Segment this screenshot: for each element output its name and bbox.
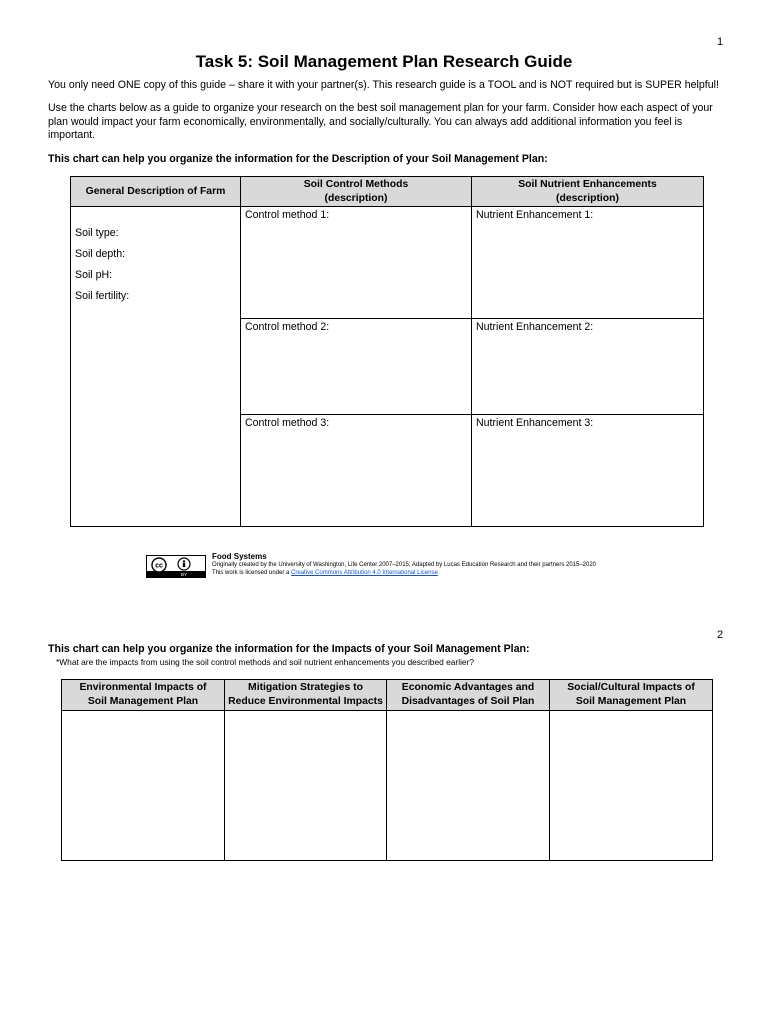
credit-line-1: Originally created by the University of Washington, Life Center 2007–2015; Adapted by Lucas Education Research and their partners 2015–2020 (212, 562, 597, 568)
header-environmental-impacts: Environmental Impacts of Soil Management Plan (62, 680, 225, 711)
creative-commons-logo (146, 555, 206, 578)
control-method-2-cell[interactable] (241, 319, 472, 415)
control-method-3-label: Control method 3: (245, 417, 330, 429)
control-method-1-label: Control method 1: (245, 209, 330, 221)
impacts-table-intro: This chart can help you organize the information for the Impacts of your Soil Management Plan: (48, 643, 530, 655)
control-method-1-cell[interactable] (241, 207, 472, 319)
control-method-2-label: Control method 2: (245, 321, 330, 333)
nutrient-enhancement-1-label: Nutrient Enhancement 1: (476, 209, 594, 221)
soil-type-label: Soil type: (75, 227, 119, 239)
header-soil-nutrient-enhancements: Soil Nutrient Enhancements (description) (472, 177, 704, 207)
soil-fertility-label: Soil fertility: (75, 290, 130, 302)
page-number-1: 1 (717, 36, 724, 48)
cc-logo-text: cc (155, 562, 163, 570)
nutrient-enhancement-2-label: Nutrient Enhancement 2: (476, 321, 594, 333)
nutrient-enhancement-3-label: Nutrient Enhancement 3: (476, 417, 594, 429)
social-cultural-impacts-cell[interactable] (550, 711, 713, 861)
page-number-2: 2 (717, 629, 724, 641)
description-table-intro: This chart can help you organize the information for the Description of your Soil Management Plan: (48, 153, 548, 165)
page-title: Task 5: Soil Management Plan Research Guide (195, 52, 573, 71)
farm-description-cell[interactable] (71, 207, 241, 527)
control-method-3-cell[interactable] (241, 415, 472, 527)
license-credit (212, 552, 596, 577)
credit-heading: Food Systems (212, 552, 267, 561)
header-mitigation-strategies: Mitigation Strategies to Reduce Environmental Impacts (225, 680, 387, 711)
credit-line-2 (212, 570, 596, 578)
license-link[interactable]: Creative Commons Attribution 4.0 International License (291, 569, 438, 576)
nutrient-enhancement-3-cell[interactable] (472, 415, 704, 527)
credit-line-2-prefix: This work is licensed under a (212, 569, 292, 576)
instructions-text: Use the charts below as a guide to organize your research on the best soil management plan for your farm. Consider how each aspect of your plan would impact your farm economically, environmentally, and socially/culturally. You can always add additional information you feel is important. (48, 102, 713, 141)
header-soil-control-methods: Soil Control Methods (description) (241, 177, 472, 207)
intro-text: You only need ONE copy of this guide – share it with your partner(s). This research guide is a TOOL and is NOT required but is SUPER helpful! (48, 79, 719, 91)
nutrient-enhancement-1-cell[interactable] (472, 207, 704, 319)
header-general-description: General Description of Farm (71, 177, 241, 207)
soil-ph-label: Soil pH: (75, 269, 113, 281)
description-table (70, 176, 704, 527)
soil-depth-label: Soil depth: (75, 248, 126, 260)
header-social-cultural-impacts: Social/Cultural Impacts of Soil Management Plan (550, 680, 713, 711)
header-economic-advantages: Economic Advantages and Disadvantages of Soil Plan (387, 680, 550, 711)
cc-logo-by-text: BY (180, 572, 188, 577)
economic-advantages-cell[interactable] (387, 711, 550, 861)
environmental-impacts-cell[interactable] (62, 711, 225, 861)
impacts-table (61, 679, 713, 861)
mitigation-strategies-cell[interactable] (225, 711, 387, 861)
nutrient-enhancement-2-cell[interactable] (472, 319, 704, 415)
impacts-note: *What are the impacts from using the soil control methods and soil nutrient enhancements you described earlier? (56, 657, 475, 667)
